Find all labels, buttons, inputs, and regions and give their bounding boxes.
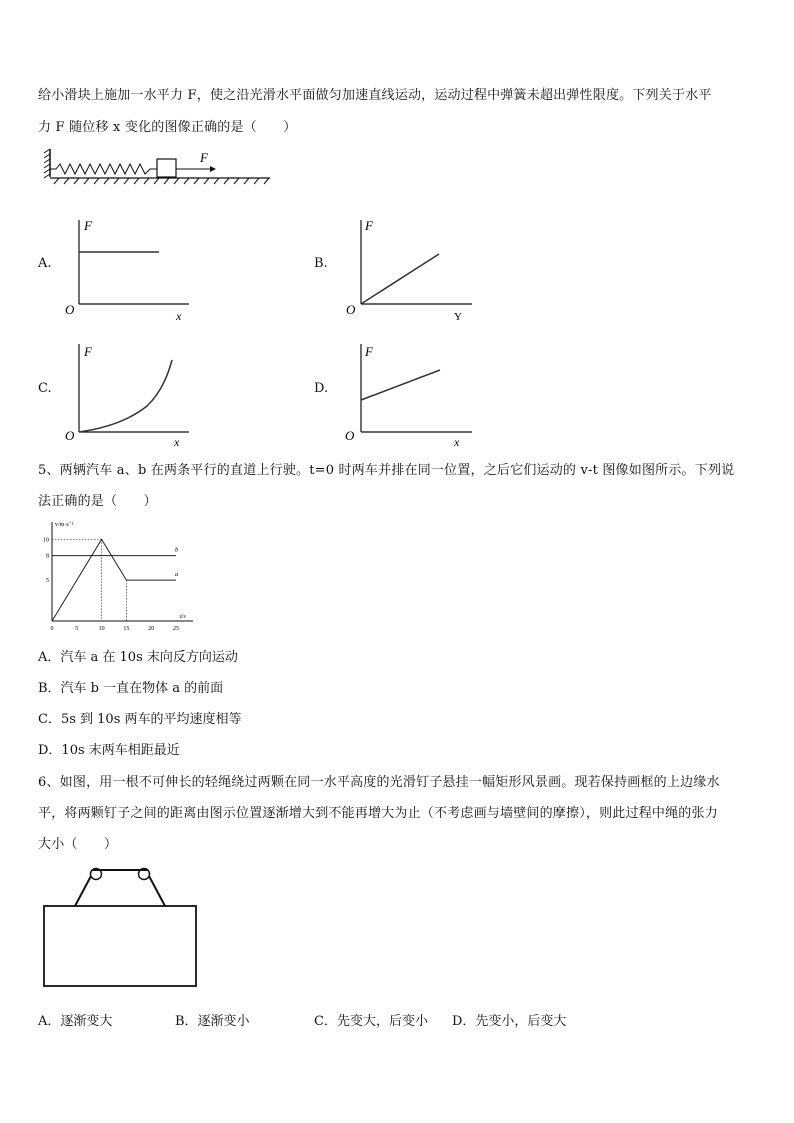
q6-option-d[interactable]: D．先变小，后变大	[452, 1014, 567, 1029]
q6-option-a[interactable]: A．逐渐变大	[38, 1014, 113, 1029]
graph-line	[361, 254, 439, 304]
series-label-a: a	[175, 571, 179, 579]
q4-option-c-label: C.	[38, 381, 52, 396]
y-tick-label: 5	[46, 578, 49, 585]
axis-y-label: F	[365, 218, 373, 233]
q6-text-line2: 平，将两颗钉子之间的距离由图示位置逐渐增大到不能再增大为止（不考虑画与墙壁间的摩擦），则此过程中绳的张力	[38, 806, 718, 821]
x-axis-label: t/s	[180, 614, 186, 620]
q6-text-line1: 6、如图，用一根不可伸长的轻绳绕过两颗在同一水平高度的光滑钉子悬挂一幅矩形风景画。现若保持画框的上边缘水	[38, 775, 720, 790]
y-axis-label: v/m·s⁻¹	[55, 522, 74, 528]
q4-option-d-label: D.	[314, 381, 329, 396]
q5-option-c[interactable]: C．5s 到 10s 两车的平均速度相等	[38, 712, 242, 727]
graph-line	[361, 370, 440, 400]
origin-label: O	[346, 302, 356, 317]
q5-option-d[interactable]: D．10s 末两车相距最近	[38, 743, 180, 758]
graph-curve	[79, 360, 172, 432]
q4-option-d-graph	[342, 338, 482, 448]
y-tick-label: 10	[43, 537, 49, 544]
origin-label: O	[345, 428, 355, 443]
x-tick-label: 15	[123, 626, 130, 632]
q6-option-c[interactable]: C．先变大，后变小	[314, 1014, 428, 1029]
q5-text-line2: 法正确的是（ ）	[38, 494, 157, 509]
vt-chart	[38, 518, 198, 633]
axis-x-label: Y	[454, 311, 462, 322]
q4-text-line2: 力 F 随位移 x 变化的图像正确的是（ ）	[38, 120, 297, 135]
q5-option-a[interactable]: A．汽车 a 在 10s 末向反方向运动	[38, 650, 238, 665]
axis-x-label: x	[454, 435, 460, 448]
origin-label: O	[65, 428, 75, 443]
picture-frame	[44, 906, 196, 986]
axis-y-label: F	[84, 344, 92, 359]
axis-x-label: x	[176, 309, 182, 322]
origin-label: O	[65, 302, 75, 317]
q6-option-b[interactable]: B．逐渐变小	[175, 1014, 250, 1029]
x-tick-label: 10	[98, 626, 105, 632]
series-a	[52, 539, 179, 621]
x-tick-label: 5	[75, 626, 79, 632]
q5-option-b[interactable]: B．汽车 b 一直在物体 a 的前面	[38, 681, 224, 696]
axis-y-label: F	[365, 344, 373, 359]
picture-frame-figure	[40, 860, 200, 990]
q4-option-a-graph	[62, 212, 192, 322]
force-label: F	[200, 150, 208, 165]
series-label-b: b	[175, 546, 179, 554]
q4-text-line1: 给小滑块上施加一水平力 F，使之沿光滑水平面做匀加速直线运动，运动过程中弹簧未超出弹性限度。下列关于水平	[38, 88, 712, 103]
q4-option-b-label: B.	[314, 256, 328, 271]
q4-option-b-graph	[342, 212, 482, 322]
spring-block-figure	[40, 145, 275, 187]
x-tick-label: 25	[173, 626, 179, 632]
q6-text-line3: 大小（ ）	[38, 837, 118, 852]
x-tick-label: 20	[148, 626, 155, 632]
q5-text-line1: 5、两辆汽车 a、b 在两条平行的直道上行驶。t=0 时两车并排在同一位置，之后它们运动的 v-t 图像如图所示。下列说	[38, 463, 735, 478]
q4-option-c-graph	[62, 338, 192, 448]
axis-x-label: x	[174, 435, 180, 448]
q4-option-a-label: A.	[38, 256, 52, 271]
y-tick-label: 8	[46, 553, 49, 560]
axis-y-label: F	[84, 218, 92, 233]
x-tick-label: 0	[50, 626, 54, 632]
